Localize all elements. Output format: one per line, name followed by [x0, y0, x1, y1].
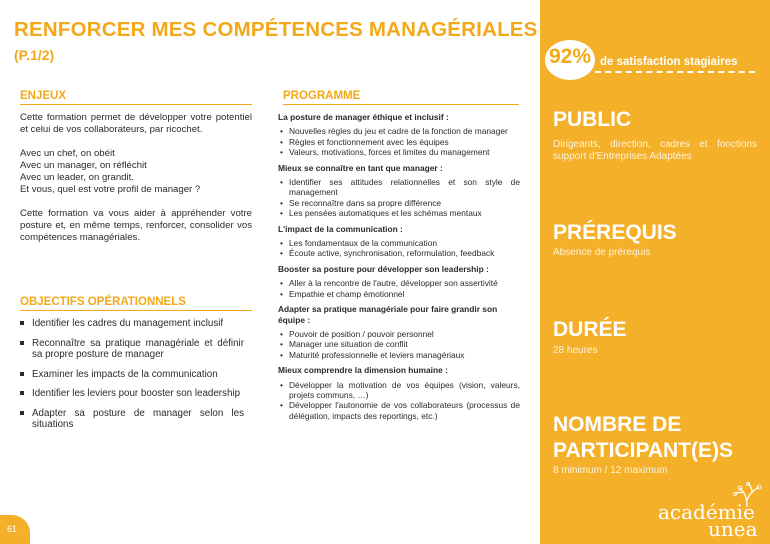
objectif-item: [20, 369, 244, 381]
page-number: 61: [7, 524, 18, 534]
page-title: RENFORCER MES COMPÉTENCES MANAGÉRIALES: [14, 18, 538, 41]
bullet-icon: •: [280, 400, 283, 411]
objectif-text: Identifier les leviers pour booster son leadership: [32, 388, 241, 399]
bullet-icon: •: [280, 339, 283, 350]
square-bullet-icon: [20, 321, 24, 325]
programme-item: [278, 198, 520, 208]
programme-item: [278, 329, 520, 339]
programme-list: [278, 177, 520, 219]
programme-heading: PROGRAMME: [283, 90, 519, 105]
page-subtitle: (P.1/2): [14, 47, 55, 63]
programme-list: [278, 380, 520, 422]
programme-list: [278, 329, 520, 360]
programme-item-text: Nouvelles règles du jeu et cadre de la fonction de manager: [289, 126, 508, 137]
enjeux-line: Avec un leader, on grandit.: [20, 172, 134, 183]
programme-item: [278, 380, 520, 401]
satisfaction-divider: [595, 71, 755, 76]
programme-item: [278, 147, 520, 157]
prerequis-text: Absence de prérequis: [553, 247, 651, 258]
objectif-item: [20, 318, 244, 330]
bullet-icon: •: [280, 136, 283, 147]
square-bullet-icon: [20, 372, 24, 376]
objectif-text: Identifier les cadres du management inclusif: [32, 318, 224, 329]
objectifs-list: [20, 318, 244, 439]
enjeux-heading: ENJEUX: [20, 90, 252, 105]
programme-item-text: Aller à la rencontre de l'autre, développer son assertivité: [289, 278, 498, 289]
programme-list: [278, 278, 520, 299]
programme-section-title: L'impact de la communication :: [278, 223, 403, 234]
enjeux-paragraph: Cette formation va vous aider à appréhender votre posture et, en même temps, renforcer, consolider vos compétences managériales.: [20, 208, 252, 243]
programme-item-text: Identifier ses attitudes relationnelles et son style de management: [289, 177, 520, 198]
square-bullet-icon: [20, 341, 24, 345]
bullet-icon: •: [280, 288, 283, 299]
bullet-icon: •: [280, 328, 283, 339]
programme-item-text: Écoute active, synchronisation, reformulation, feedback: [289, 248, 495, 259]
programme-item: [278, 126, 520, 136]
bullet-icon: •: [280, 197, 283, 208]
programme-item-text: Empathie et champ émotionnel: [289, 288, 405, 299]
bullet-icon: •: [280, 238, 283, 249]
programme-item: [278, 278, 520, 288]
programme-item: [278, 248, 520, 258]
programme-item-text: Les fondamentaux de la communication: [289, 238, 438, 249]
enjeux-line: Avec un chef, on obéit: [20, 148, 115, 159]
programme-item: [278, 339, 520, 349]
bullet-icon: •: [280, 278, 283, 289]
enjeux-paragraph: Cette formation permet de développer votre potentiel et celui de vos collaborateurs, par ricochet.: [20, 112, 252, 135]
bullet-icon: •: [280, 248, 283, 259]
programme-item-text: Manager une situation de conflit: [289, 339, 408, 350]
programme-section-title: La posture de manager éthique et inclusif :: [278, 112, 449, 122]
programme-body: [278, 112, 520, 426]
objectifs-heading: OBJECTIFS OPÉRATIONNELS: [20, 296, 252, 311]
bullet-icon: •: [280, 177, 283, 188]
bullet-icon: •: [280, 126, 283, 137]
prerequis-heading: PRÉREQUIS: [553, 221, 677, 244]
programme-item-text: Règles et fonctionnement avec les équipes: [289, 136, 449, 147]
bullet-icon: •: [280, 349, 283, 360]
bullet-icon: •: [280, 208, 283, 219]
programme-section-title: Mieux comprendre la dimension humaine :: [278, 365, 448, 376]
enjeux-lines: [20, 148, 252, 196]
objectif-item: [20, 408, 244, 431]
objectif-text: Adapter sa posture de manager selon les situations: [32, 407, 244, 430]
programme-section-title: Mieux se connaître en tant que manager :: [278, 162, 443, 173]
public-text: Dirigeants, direction, cadres et fonctions support d'Entreprises Adaptées: [553, 139, 757, 162]
participants-heading: NOMBRE DE PARTICIPANT(E)S: [553, 413, 734, 462]
programme-list: [278, 126, 520, 157]
bullet-icon: •: [280, 147, 283, 158]
enjeux-body: [20, 112, 252, 256]
programme-item-text: Se reconnaître dans sa propre différence: [289, 197, 442, 208]
satisfaction-percent: 92%: [548, 45, 592, 68]
programme-section-title: Adapter sa pratique managériale pour faire grandir son équipe :: [278, 304, 498, 325]
objectif-text: Reconnaître sa pratique managériale et définir sa propre posture de manager: [32, 337, 244, 360]
programme-item: [278, 400, 520, 421]
public-heading: PUBLIC: [553, 108, 632, 131]
programme-item: [278, 289, 520, 299]
programme-item-text: Les pensées automatiques et les schémas mentaux: [289, 208, 482, 219]
programme-item: [278, 350, 520, 360]
objectif-text: Examiner les impacts de la communication: [32, 368, 218, 380]
programme-item-text: Développer la motivation de vos équipes (vision, valeurs, projets communs, …): [289, 379, 520, 400]
square-bullet-icon: [20, 391, 24, 395]
enjeux-line: Et vous, quel est votre profil de manager ?: [20, 184, 201, 195]
programme-item-text: Pouvoir de position / pouvoir personnel: [289, 328, 434, 339]
objectif-item: [20, 338, 244, 361]
enjeux-line: Avec un manager, on réfléchit: [20, 160, 147, 171]
programme-section-title: Booster sa posture pour développer son leadership :: [278, 263, 489, 274]
programme-item-text: Valeurs, motivations, forces et limites du management: [289, 147, 490, 158]
programme-item: [278, 137, 520, 147]
square-bullet-icon: [20, 411, 24, 415]
programme-item-text: Maturité professionnelle et leviers managériaux: [289, 349, 465, 360]
programme-item: [278, 238, 520, 248]
programme-item-text: Développer l'autonomie de vos collaborateurs (processus de délégation, impacts des reportings, etc.): [289, 400, 520, 421]
objectif-item: [20, 388, 244, 400]
logo-word-unea: unea: [708, 517, 758, 541]
duree-text: 28 heures: [553, 345, 598, 356]
participants-text: 8 minimum / 12 maximum: [553, 465, 668, 476]
programme-list: [278, 238, 520, 259]
logo-word-academie: académie: [658, 500, 755, 524]
programme-item: [278, 177, 520, 198]
bullet-icon: •: [280, 379, 283, 390]
duree-heading: DURÉE: [553, 318, 627, 341]
satisfaction-label: de satisfaction stagiaires: [600, 56, 738, 68]
programme-item: [278, 208, 520, 218]
